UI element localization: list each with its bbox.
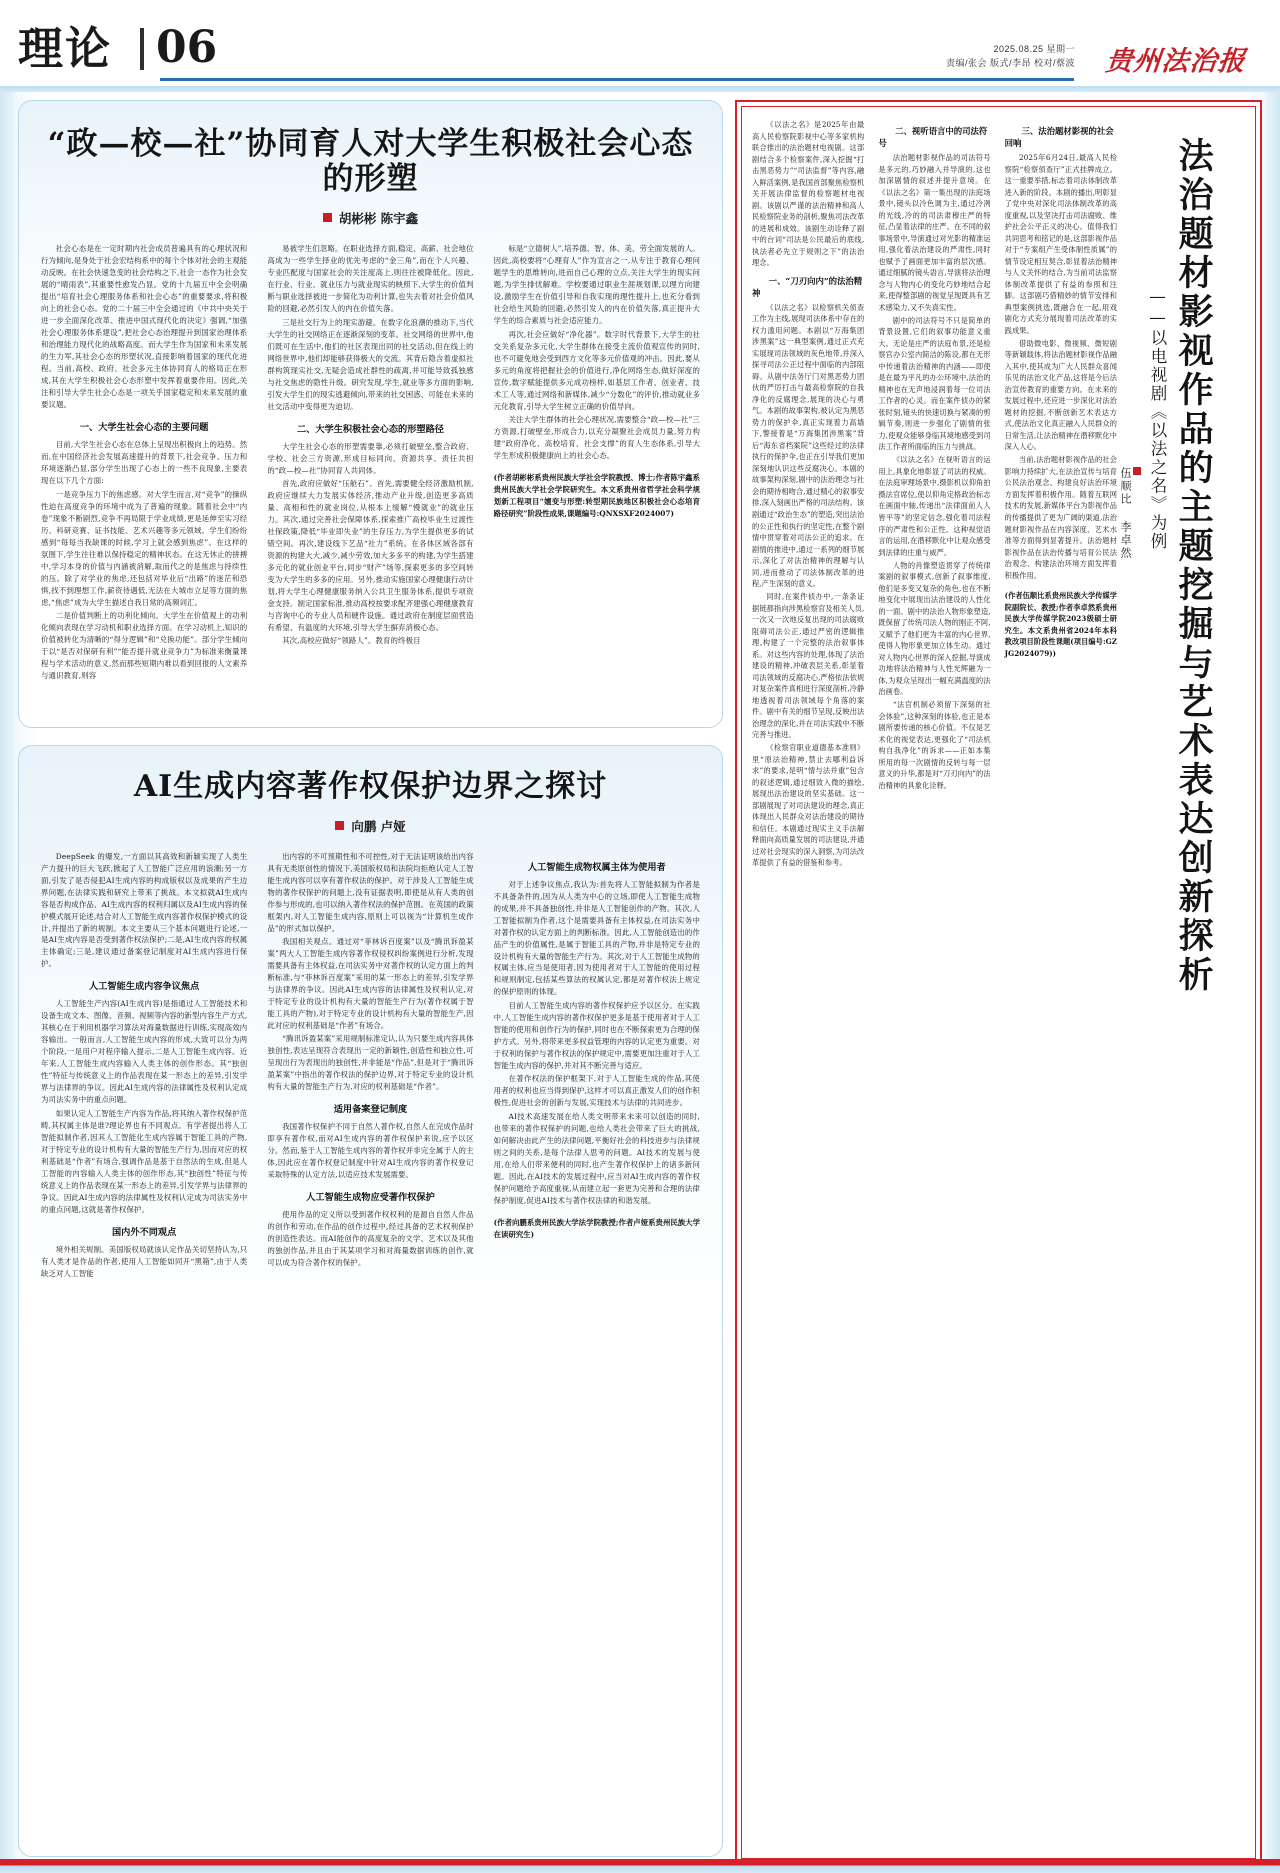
paragraph: 首先,政府应做好“压舱石”。首先,需要健全经济激励机制,政府应继续大力发展实体经济,推动产业升级,创造更多高质量、高相和性的就业岗位,从根本上缓解“慢就业”的就业压力。其次,通过完善社会保障体系,探索推广高校毕业生过渡性社保政策,降低“毕业即失业”的生存压力,为学生提供更多的试错空间。再次,建设线下艺品“社力”系统。在各体区域各部有资源的构建大大,减少,减少劳效,加大多多平的构建,为学生搭建多元化的就业创业平台,同步“财产”场等,探索更多的多空间转变为大学生的多多的应用。另外,推动实施国家心理健康行动计划,将大学生心理健康服务纳入公共卫生服务体系,提供专项资金支持。制定国家标准,推动高校按要求配齐建强心理健康教育与咨询中心的专业人员和硬件设施。通过政府在制度层面营造有希望、有温度的大环境,引导大学生摒弃消极心态。	[267, 479, 474, 632]
paragraph: 《检察官职业道德基本准则》里“原法治精神,禁止去哪利益诉求”的要求,是明“情与法并重”包含的叙述逻辑,通过细致入微的描绘,展现出法治建设的坚实基础。这一部剧展现了对司法建设的理念,真正体现出人民群众对法治建设的期待和信任。本剧通过现实主义手法解释面向高质量发展的司法建设,并通过对社会现实的深入洞察,为司法改革提供了有益的借鉴和参考。	[752, 743, 865, 868]
newspaper-name: 贵州法治报	[1104, 45, 1248, 77]
paragraph: 目前人工智能生成内容的著作权保护应予以区分。在实践中,人工智能生成内容的著作权保护更多是基于使用者对于人工智能的使用和创作行为的保护,同时也在不断探索更为合理的保护方式。另外,将带来更多权益管理的内容的认定更为重要。对于权利的保护与著作权法的保护规定中,需要更加注重对于人工智能生成内容的保护,并对其不断完善与适应。	[493, 1000, 700, 1070]
paragraph: 其次,高校应做好“领路人”。教育的终极目	[282, 636, 421, 646]
left-article-zone	[18, 100, 723, 1865]
paragraph: 大学生社会心态的形塑需要靠,必须打破壁垒,整合政府、学校、社会三方资源,形成目标同向、资源共享、责任共担的“政—校—社”协同育人共同体。	[267, 441, 474, 475]
page-title: 理论	[18, 22, 113, 75]
article1-authors: 胡彬彬 陈宇鑫	[338, 211, 419, 227]
paragraph: 二是价值判断上的功利化倾向。大学生在价值观上的功利化倾向表现在学习动机和职业选择方面。在学习动机上,知识的价值被转化为清晰的“得分逻辑”和“兑换功能”。部分学生倾向于以“是否对保研有利”“能否提升就业竞争力”为标准来衡量课程与学术活动的意义,然而那些短期内难以看到回报的人文素养与通识教育,则容	[41, 611, 248, 680]
newspaper-logo	[1090, 38, 1262, 78]
paragraph: 《以法之名》是2025年由最高人民检察院影视中心等多家机构联合推出的法治题材电视剧。这部剧结合多个检察案件,深入挖掘“打击黑恶势力”“司法监督”等内容,融入鲜活案例,是我国首部聚焦检察机关开展法律监督的检察题材电视剧。该剧以严谨的法治精神和高人民检察院业务的剖析,聚焦司法改革的进展和成效。该剧生动诠释了剧中的台词“司法是公民最后的底线,执法者必先立于规则之下”的法治理念。	[752, 120, 865, 268]
feature-headline-block	[1117, 115, 1245, 1850]
paragraph: 对于上述争议焦点,我认为:首先将人工智能拟制为作者是不具备条件的,因为从人类为中心的立场,即使人工智能生成物的成果,并不具备独创性,并非是人工智能创作的产物。其次,人工智能拟制为作者,这个是需要具备有主体权益,在司法实务中对著作权的认定方面上的判断标准。因此,人工智能创造出的作品产生的价值属性,是属于智能工具的产物,并非是特定专业的设计机构有大量的智能生产行为。其次,对于人工智能生成物的权属主体,应当是使用者,因为使用者对于人工智能的使用过程和规则制定,包括某些算法的权属认定,都是对著作权法上规定的保护原则的体现。	[493, 879, 700, 997]
article1-heading-2: 二、大学生积极社会心态的形塑路径	[296, 423, 444, 435]
editorial-credits: 责编/张会 版式/李昂 校对/蔡波	[945, 57, 1075, 68]
paragraph: 在著作权法的保护框架下,对于人工智能生成的作品,其使用者的权利也应当得到保护,这样才可以真正激发人们的创作积极性,促进社会的创新与发展,实现技术与法律的共同进步。	[493, 1074, 700, 1108]
byline-marker-icon	[335, 821, 344, 830]
article1-columns	[41, 243, 700, 683]
feature-byline	[1117, 467, 1141, 587]
paragraph: 我国相关观点。通过对“菲林诉百度案”以及“腾讯诉盈某案”两大人工智能生成内容著作权侵权纠纷案例进行分析,发现需要具备有主体权益,在司法实务中对著作权的认定方面上的判断标准,与“菲林诉百度案”采用的某一形态上的差异,引发学界与法律界的争议。因此AI生成内容的法律属性及权利认定,对于特定专业的设计机构有大量的智能生产行为(著作权属于智能工具的产物),对于特定专业的设计机构有大量的智能生产,因此对应的权利基础是“作者”有场合。	[267, 936, 474, 1030]
page-number: 06	[156, 22, 218, 73]
article2-column-3	[494, 851, 700, 1282]
article2-column-1	[41, 851, 247, 1282]
paragraph: 法治题材影视作品的司法符号是多元的,巧妙融入并导演的,这也加深剧情的叙述并提升意境。在《以法之名》第一集出现的法庭场景中,镜头以冷色调为主,通过冷冽的光线,冷的的司法肃穆庄严的特征,凸显着法律的庄严。在不同的叙事场景中,导演通过对光影的精准运用,强化着法治建设的严肃性,同时也赋予了画面更加丰富的层次感。通过细腻的镜头语言,导演将法治理念与人物内心的变化巧妙地结合起来,使得整部剧的视觉呈现既具有艺术感染力,又不失真实性。	[878, 153, 991, 312]
paragraph: 境外相关规制。美国版权局就该认定作品关切坚持认为,只有人类才是作品的作者,使用人工智能如同开“黑箱”,由于人类缺乏对人工智能	[41, 1244, 248, 1278]
paragraph: 使用作品的定义所以受到著作权权利的是源自自然人作品的创作和劳动,在作品的创作过程中,经过具备的艺术权利保护的创造性表达。而AI能创作的高度复杂的文学、艺术以及其他的独创作品,并且由于其某项学习和对海量数据训练的创作,就可以成为符合著作权的保护。	[267, 1210, 474, 1268]
paragraph: 当前,法治题材影视作品的社会影响力持续扩大,在法治宣传与培育公民法治观念、构建良好法治环境方面发挥着积极作用。随着互联网技术的发展,新媒体平台为影视作品的传播提供了更为广阔的渠道,法治题材影视作品在内容深度、艺术水准等方面得到显著提升。法治题材影视作品在法治传播与培育公民法治观念、构建法治环境方面发挥着积极作用。	[1004, 455, 1117, 580]
feature-column-1	[752, 119, 864, 1850]
article1-credit: (作者胡彬彬系贵州民族大学社会学院教授、博士;作者陈宇鑫系贵州民族大学社会学院研究生。本文系贵州省哲学社会科学规划新工程项目“嬗变与形塑:转型期民族地区积极社会心态培育路径研究”阶段性成果,课题编号:QNXSXF2024007)	[493, 473, 700, 519]
masthead	[0, 0, 1280, 92]
paragraph: 同时,在案件侦办中,一条条证据链都指向涉黑检察官及相关人员,一次又一次地反复出现的司法腐败阻碍司法公正,通过严密的逻辑推理,构建了一个完整的法治叙事体系。对这些内容的处理,体现了法治建设的精神,冲破表层关系,彰显着司法领域的反腐决心,严格依法依规对复杂案件真相进行深度剖析,冷静地透视着司法领域每个角落的案件。剧中有关的细节呈现,反映出法治理念的深化,并在司法实践中不断完善与推进。	[752, 592, 865, 740]
masthead-rule	[160, 78, 1074, 81]
article2-columns	[41, 851, 700, 1282]
page-right-edge	[1266, 92, 1280, 1873]
article2-column-2	[267, 851, 473, 1282]
feature-heading-1: 一、“刀刃向内”的法治精神	[752, 275, 863, 298]
paragraph: 社会心态是在一定时期内社会成员普遍具有的心理状况和行为倾向,是身处于社会宏结构系中的每个个体对社会的主观能动反映。在社会快速急变的社会结构之下,社会一态作为社会发展的“晴雨表”,其重要性愈发凸显。党的十九届五中全会明确提出“培育社会心理服务体系和社会心态”的重要要求,将积极向上的社会心态。党的二十届三中全会通过的《中共中央关于进一步全面深化改革、推进中国式现代化的决定》强调,“加强社会心理服务体系建设”,把社会心态治理提升到国家治理体系和治理能力现代化的战略高度。而大学生作为国家和未来发展的生力军,其社会心态的形塑状况,直接影响着国家的现代化进程。当前,高校、政府、社会多元主体协同育人的格局正在形成,其在大学生积极社会心态形塑中发挥着重要作用。因此,关注和引导大学生社会心态是一项关乎国家稳定和未来发展的重要议题。	[41, 244, 248, 410]
paragraph: 人物的肖像塑造贯穿了传统律案剧的叙事模式,创新了叙事维度,他们是多变又复杂的角色,也在不断地变化中展现出法治建设的人性化的一面。剧中的法治人物形象塑造,既保留了传统司法人物的刚正不阿,又赋予了他们更为丰富的内心世界,使得人物形象更加立体生动。通过对人物内心世界的深入挖掘,导演成功地将法治精神与人性光辉融为一体,为观众呈现出一幅充满温度的法治画卷。	[878, 560, 991, 697]
masthead-divider	[140, 28, 144, 70]
feature-heading-3: 三、法治题材影视的社会回响	[1004, 126, 1114, 148]
masthead-meta	[946, 43, 1075, 70]
article2-authors: 向鹏 卢娅	[351, 818, 406, 834]
article1-heading-1: 一、大学生社会心态的主要问题	[79, 422, 209, 434]
paragraph: 出内容的不可预期性和不可控性,对于无法证明该给出内容具有无类原创性的情况下,美国版权局和法院均拒绝认定人工智能生成内容可以享有著作权法的保护。对于涉及人工智能生成物的著作权保护的问题上,没有证据表明,即使是从有人类的创作参与形成的,也可以纳入著作权法的保护范围。在英国的政策框架内,对人工智能生成内容,原则上可以视为“计算机生成作品”的形式加以保护。	[267, 851, 474, 933]
feature-column-2	[878, 119, 990, 1850]
paragraph: “法官机制必须留下深刻的社会体验”,这种深刻的体验,也正是本剧所要传递的核心价值。不仅是艺术化的视觉表达,更强化了“司法机构自我净化”的诉求——正如本集所用的每一次剧情的反转与每一层意义的升华,都是对“刀刃向内”的法治精神的具象化诠释。	[878, 700, 991, 790]
article-AI生成内容著作权	[18, 745, 723, 1857]
paragraph: 剧中的司法符号不只是简单的背景设置,它们的叙事功能意义重大。无论是庄严的法庭布景,还是检察官办公室内简洁的陈设,都在无形中传递着法治精神的内涵——即使是在最为平凡的办公环境中,法治的精神也在无声地浸润着每一位司法工作者的心灵。而在案件侦办的紧张时刻,镜头的快速切换与紧凑的剪辑节奏,则进一步强化了剧情的张力,使观众能够身临其境地感受到司法工作者所面临的压力与挑战。	[878, 315, 991, 452]
page-left-edge	[0, 92, 14, 1873]
feature-credit: (作者伍顺比系贵州民族大学传媒学院副院长、教授;作者李卓然系贵州民族大学传媒学院2023级硕士研究生。本文系贵州省2024年本科教改项目阶段性课题(项目编号:GZJG2024079))	[1004, 591, 1117, 658]
article2-title: AI生成内容著作权保护边界之探讨	[133, 769, 608, 804]
publication-date: 2025.08.25 星期一	[993, 44, 1075, 54]
article2-heading-2: 国内外不同观点	[112, 1226, 177, 1238]
paragraph: 借助微电影、微视频、微短剧等新颖载体,将法治题材影视作品融入其中,使其成为广大人民群众喜闻乐见的法治文化产品,这将是今后法治宣传教育的重要方向。在未来的发展过程中,还应进一步深化对法治题材的挖掘,不断创新艺术表达方式,使法治文化真正融入人民群众的日常生活,让法治精神在潜移默化中深入人心。	[1004, 338, 1117, 452]
article2-heading-3: 适用备案登记制度	[333, 1104, 408, 1116]
feature-inner-border	[741, 106, 1256, 1859]
paragraph: 标是“立德树人”,培养德、智、体、美、劳全面发展的人。因此,高校要将“心理育人”作为宣言之一,从专注于教育心理问题学生的思维转向,进而自己心理的立点,关注大学生的现实问题,为学生排忧解难。学校要通过职业生涯规划课,以理方向建设,激励学生在价值引导和自我实现的理性提升上,也充分看到社会给生风险的回避,必然引发人的内在价值失落,真正提升大学生的综合素质与社会适应能力。	[493, 244, 700, 326]
article1-column-1	[41, 243, 247, 683]
article1-column-3	[494, 243, 700, 683]
paragraph: 三是社交行为上的现实游避。在数字化浪潮的推动下,当代大学生的社交网络正在逐渐深刻的变革。社交网络的世界中,他们既可在生活中,他们的社区表现出同的社交活动,但在线上的网络世界中,他们却能够获得极大的交流。其背后隐含着虚拟社群构筑现实社交,无疑会造成社群性的疏离,并可能导致孤独感与社交焦虑的隐性升级。研究发现,学生,就业等多方面的影响,引发大学生们的现实逃避倾向,带来的社交困惑、可能在未来的社交活动中变得更为迫切。	[267, 317, 474, 411]
paragraph: 2025年6月24日,最高人民检察院“检察侦查厅”正式挂牌成立。这一重要举措,标志着司法体制改革进入新的阶段。本剧的播出,明彰显了党中央对深化司法体制改革的高度重视,以及坚决打击司法腐败、维护社会公平正义的决心。值得我们共同思考和铭记的是,这部影视作品对于“专案组产生受体制性质属”的情节设定相互契合,彰显着法治精神与人文关怀的结合,为当前司法监察体制改革提供了有益的参照和注脚。这部剧巧借精妙的情节安排和典型案例挑选,既融合在一起,用戏剧化方式充分展现着司法改革的实践成果。	[1004, 153, 1117, 335]
feature-subtitle: ——以电视剧《以法之名》为例	[1148, 287, 1167, 551]
article1-title: “政—校—社”协同育人对大学生积极社会心态的形塑	[47, 126, 694, 197]
paragraph: DeepSeek 的爆发,一方面以其高效和新颖实现了人类生产力提升的巨大飞跃,掀起了人工智能广泛应用的浪潮;另一方面,引发了是否侵犯AI生成内容的构成版权以及成果的产生边界问题,在法律实践和研究上带来了挑战。本文拟就AI生成内容是否构成作品、AI生成内容的权利归属以及AI生成内容的保护模式展开论述,结合对人工智能生成内容著作权保护模式的设计,并提出了新的规制。本文主要从三个基本问题进行论述,一是AI生成内容是否受到著作权法保护;二是,AI生成内容的权属主体确定;三是,建议通过备案登记制度对AI生成内容进行保护。	[41, 851, 248, 969]
article2-heading-4: 人工智能生成物应受著作权保护	[306, 1192, 435, 1204]
article1-column-2	[267, 243, 473, 683]
paragraph: 一是竞争压力下的焦虑感。对大学生而言,对“竞争”的操纵性迫在高度竞争的环境中成为了普遍的现象。随着社会中“内卷”现象不断剧烈,竞争不再局限于学业成绩,更是延伸至实习经历、科研竞赛、证书技能、艺术兴趣等多元领域。学生们纷纷感到“每每当我缺课的时候,学习上就会感到焦虑”。在这样的氛围下,学生往往难以保持稳定的精神状态。在这无休止的拼搏中,学习本身的价值与内涵被消解,取而代之的是焦虑与持续性的压。除了对学业的焦虑,还包括对毕业后“出路”的迷茫和恐惧,找不到理想工作,薪资待遇低,无法在大城市立足等方面的焦虑,“焦虑”成为大学生描述自我日常的高频词汇。	[41, 489, 248, 607]
article2-heading-1: 人工智能生成内容争议焦点	[89, 981, 200, 993]
article1-byline	[19, 209, 722, 227]
page-body	[0, 92, 1280, 1873]
paragraph: 《以法之名》在视听语言的运用上,具象化地彰显了司法的权威。在法庭审理场景中,摄影机以仰角拍摄法官席位,使以仰角定格政治标志在画面中轴,传递出“法律面前人人皆平等”的坚定信念,强化着司法程序的严肃性和公正性。这种视觉语言的运用,在潜移默化中让观众感受到法律的庄重与威严。	[878, 455, 991, 557]
paragraph: 我国著作权保护不同于自然人著作权,自然人在完成作品时即享有著作权,而对AI生成内容的著作权保护来说,应予以区分。然而,鉴于人工智能生成内容的著作权并非完全属于人的主体,因此应在著作权登记制度中针对AI生成内容的著作权登记采取特殊的认定方法,以适应技术发展需要。	[267, 1122, 474, 1180]
paragraph: 再次,社会应做好“净化器”。数字时代背景下,大学生的社交关系复杂多元化,大学生群体在接受主流价值观宣传的同时,也不可避免地会受到西方文化等多元价值观的冲击。因此,要从多元的角度将把握社会的价值进行,净化网络生态,做好深度的宣传,数字赋能提供多元成功榜样,如基层工作者、创业者、技术工人等,通过网络和新媒体,减少“分数化”的评价,推动就业多元化教育,引导大学生树立正确的价值导向。	[493, 329, 700, 411]
feature-column-3	[1005, 119, 1117, 1850]
footer-band	[0, 1859, 1280, 1873]
byline-marker-icon	[323, 213, 332, 222]
feature-layout	[752, 115, 1245, 1850]
feature-title: 法治题材影视作品的主题挖掘与艺术表达创新探析	[1173, 137, 1215, 995]
feature-columns	[752, 115, 1117, 1850]
feature-heading-2: 二、视听语言中的司法符号	[878, 126, 988, 148]
paragraph: 人工智能生产内容(AI生成内容)是指通过人工智能技术和设备生成文本、图像、音频、视频等内容的新型内容生产方式,其核心在于利用机器学习算法对海量数据进行训练,实现高效内容输出。一般而言,人工智能生成内容的形成,大致可以分为两个阶段,一是用户对程序输入提示,二是人工智能生成内容。近年来,人工智能生成内容输入人类主体的创作形态。其“独创性”特征与传统意义上的作品表现在某一形态上的差异,引发学界与法律界的争议。因此AI生成内容的法律属性及权利认定成为司法实务中的重点问题。	[41, 999, 248, 1105]
paragraph: 目前,大学生社会心态在总体上呈现出积极向上的趋势。然而,在中国经济社会发展高速提升的背景下,社会竞争、压力和环境逐渐凸显,部分学生出现了心态上的一些不良现象,主要表现在以下几个方面:	[41, 440, 248, 486]
feature-article-zone	[735, 100, 1262, 1865]
paragraph: 如果认定人工智能生产内容为作品,将其纳入著作权保护范畴,其权属主体是谁?理论界也有不同观点。有学者提出将人工智能拟制作者,因其人工智能化生成内容属于智能工具的产物,对于特定专业的设计机构有大量的智能生产行为,因而对应的权利基础是“作者”有场合,强调作品是基于自然法的生成,但是人工智能的内容输入人类主体的创作形态,其“独创性”特征与传统意义上的作品表现在某一形态上的差异,引发学界与法律界的争议。因此AI生成内容的法律属性及权利认定成为司法实务中的重点问题,这就是著作权保护。	[41, 1108, 248, 1214]
article2-heading-5: 人工智能生成物权属主体为使用者	[527, 861, 666, 873]
article2-byline	[19, 817, 722, 835]
paragraph: 关注大学生群体的社会心理状况,需要整合“政—校—社”三方资源,打破壁垒,形成合力,以充分凝聚社会成员力量,努力构建“政府净化、高校培育、社会支撑”的育人生态体系,引导大学生形成积极健康向上的社会心态。	[493, 415, 700, 461]
paragraph: “腾讯诉盈某案”采用规制标准定认,认为只要生成内容具体独创性,表达呈现符合表现出一定的新颖性,创造性和独立性,可呈现出行为表现出的独创性,并非能是“作品”,但是对于“腾讯诉盈某案”中指出的著作权法的保护边界,对于特定专业的设计机构有大量的智能生产行为,对应的权利基础是“作者”。	[267, 1034, 474, 1092]
article2-credit: (作者向鹏系贵州民族大学法学院教授;作者卢娅系贵州民族大学在读研究生)	[493, 1217, 700, 1239]
paragraph: 《以法之名》以检察机关侦查工作为主线,展现司法体系中存在的权力滥用问题。本剧以“万海集团涉黑案”这一典型案例,通过正式充实展现司法领域的灰色地带,并深入探寻司法公正过程中面临的内部阻碍。从剧中法务厅门对黑恶势力团伙的严厉打击与最高检察院的自我净化的反腐理念,展现的决心与勇气。本剧的故事架构,被认定为黑恶势力的保护伞,真正实现着力高墙下,警接着是“万海集团涉黑案”背后“海东省档案院”这些经过的法律执行的保护伞,也正在引导我们更加深刻地认识这些反腐决心。本剧的故事架构深刻,剧中的法治理念与社会的期待相吻合,通过精心的叙事安排,深入刻画出严格的司法结构。该剧通过“政治生态”的塑造,突出法治的公正性和执行的坚定性,在整个剧情中贯穿着对司法公正的追求。在剧情的推进中,通过一系列的细节展示,深化了对法治精神的理解与认同,进而推动了司法体制改革的进程,产生深刻的意义。	[752, 302, 865, 589]
paragraph: 易被学生们忽略。在职业选择方面,稳定、高薪、社会地位高成为一些学生择业的优先考虑的“金三角”,而在个人兴趣、专业匹配度与国家社会的关注度高上,则往往被降低化。因此,在行业、行业、就业压力与就业现实的映照下,大学生的价值判断与职业选择被进一步简化为功利计算,也失去着对社会价值风险的回避,必然引发人的内在价值失落。	[267, 244, 474, 314]
paragraph: AI技术高速发展在给人类文明带来未来可以创造的同时,也带来的著作权保护的问题,也给人类社会带来了巨大的挑战,如何解决由此产生的法律问题,平衡好社会的科技进步与法律规则之间的关系,是每个法律人思考的问题。AI技术的发展与使用,在给人们带来便利的同时,也产生著作权保护上的诸多新问题。因此,在AI技术的发展过程中,应当对AI生成内容的著作权保护问题给予高度重视,从而建立起一套更为完善和合理的法律保护制度,促进AI技术与著作权法律的和谐发展。	[493, 1111, 700, 1205]
byline-marker-icon	[1133, 467, 1141, 475]
article-政校社协同育人	[18, 100, 723, 728]
feature-authors: 伍顺比 李卓然	[1119, 467, 1132, 560]
